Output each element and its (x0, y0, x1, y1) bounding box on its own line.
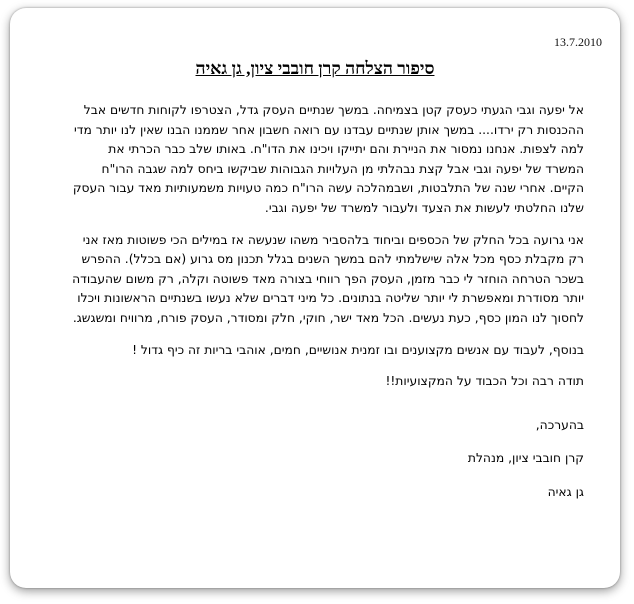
signature-name-role: קרן חובבי ציון, מנהלת (467, 451, 584, 466)
paragraph-1 (40, 101, 584, 219)
paragraph-line: בשכר הטרחה הוחזר לי כבר מזמן, העסק הפך רווחי בצורה מאד פשוטה וקלה, רק משום שהעבודה (72, 271, 584, 286)
paragraph-line: יותר מסודרת ומאפשרת לי יותר שליטה בנתונים. כל מיני דברים שלא נעשו בשנתיים הראשונות ויכלו (77, 291, 584, 306)
paragraph-2 (40, 231, 584, 329)
paragraph-line: המשרד של יפעה וגבי אבל קצת נבהלתי מן העלויות הגבוהות שביקשו ביחס למה שגבה הרו"ח (101, 161, 584, 176)
signature-closing: בהערכה, (535, 417, 584, 432)
paragraph-line: אני גרועה בכל החלק של הכספים וביחוד בלהסביר משהו שנעשה אז במילים הכי פשוטות מאז אני (82, 232, 584, 247)
paragraph-line: ההכנסות רק ירדו.... במשך אותן שנתיים עבדנו עם רואה חשבון אחר שממנו הבנו שאין לנו יותר מדי (74, 122, 584, 137)
paragraph-line: שלנו החלטתי לעשות את הצעד ולעבור למשרד של יפעה וגבי. (264, 200, 584, 215)
paragraph-line: לחסוך לנו המון כסף, כעת נעשים. הכל מאד ישר, חוקי, חלק ומסודר, העסק פורח, מרוויח ומשגשג. (72, 310, 584, 325)
paragraph-line: רק מקבלת כסף מכל אלה שישלמתי להם במשך השנים בגלל תכנון מס גרוע (אם בכלל). ההפרש (81, 252, 584, 267)
paragraph-3 (40, 341, 584, 361)
paragraph-line: הקיים. אחרי שנה של התלבטות, ושבמהלכה עשה הרו"ח כמה טעויות משמעותיות מאד עבור העסק (72, 181, 584, 196)
letter-title: סיפור הצלחה קרן חובבי ציון, גן גאיה (195, 58, 435, 78)
paragraph-line: אל יפעה וגבי הגעתי כעסק קטן בצמיחה. במשך שנתיים העסק גדל, הצטרפו לקוחות חדשים אבל (83, 103, 584, 117)
letter-page (10, 8, 620, 588)
signature-place: גן גאיה (547, 484, 584, 499)
signature-block (40, 416, 584, 503)
thanks-line (40, 372, 584, 392)
letter-date: 13.7.2010 (554, 35, 602, 49)
paragraph-line: תודה רבה וכל הכבוד על המקצועיות!! (385, 374, 584, 389)
paragraph-line: בנוסף, לעבוד עם אנשים מקצוענים ובו זמנית אנושיים, חמים, אוהבי בריות זה כיף גדול ! (132, 342, 584, 357)
letter-body (32, 101, 598, 503)
paragraph-line: למה לצפות. אנחנו נמסור את הניירת והם יתייקו ויכינו את הדו"ח. באותו שלב כבר הכרתי את (108, 142, 584, 157)
